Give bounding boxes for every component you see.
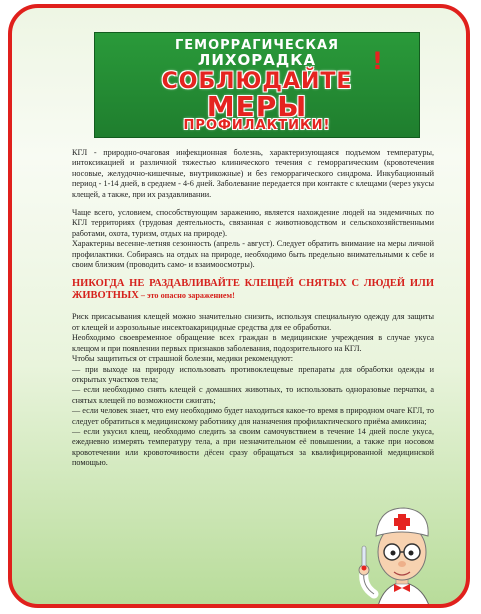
paragraph-risk: Риск присасывания клещей можно значительно снизить, используя специальную одежду для защиты от клещей и аэрозольные инсектоакарицидные средства для ее обработки. [72, 312, 434, 332]
bullet-3: — если человек знает, что ему необходимо будет находиться какое-то время в природном очаге КГЛ, то следует обратиться к медицинскому работнику для назначения профилактического приёма амиксина; [72, 406, 434, 426]
doctor-illustration [346, 494, 456, 608]
paragraph-recommend: Чтобы защититься от страшной болезни, медики рекомендуют: [72, 354, 293, 364]
header-banner [94, 32, 420, 138]
paragraph-season: Характерны весенне-летняя сезонность (апрель - август). Следует обратить внимание на меры личной профилактики. Собираясь на отдых на природе, необходимо быть предельно внимательными к себе и своим близким (проводить само- и взаимоосмотры). [72, 239, 434, 270]
warning-main: НИКОГДА НЕ РАЗДАВЛИВАЙТЕ КЛЕЩЕЙ СНЯТЫХ С ЛЮДЕЙ ИЛИ ЖИВОТНЫХ [72, 278, 434, 302]
body-text [72, 148, 434, 469]
bullet-2: — если необходимо снять клещей с домашних животных, то использовать одноразовые перчатки, а снятых клещей по возможности сжигать; [72, 385, 434, 405]
warning-text [72, 278, 434, 302]
banner-big-2: МЕРЫ [206, 90, 308, 123]
paragraph-conditions: Чаще всего, условием, способствующим заражению, является нахождение людей на эндемичных по КГЛ территориях (трудовая деятельность, связанная с животноводством и сельскохозяйственными работами, охота, туризм, отдых на природе). [72, 208, 434, 238]
banner-big-3: ПРОФИЛАКТИКИ! [183, 118, 331, 133]
bullet-4: — если укусил клещ, необходимо следить за своим самочувствием в течение 14 дней после укуса, ежедневно измерять температуру тела, а при незначительном её повышении, а также при носовом кровотечении или кровоточивости дёсен сразу обращаться за квалифицированной медицинской помощью. [72, 426, 434, 468]
banner-line-2: ЛИХОРАДКА [197, 51, 317, 69]
banner-line-1: ГЕМОРРАГИЧЕСКАЯ [174, 38, 340, 53]
banner-big-1: СОБЛЮДАЙТЕ [161, 69, 353, 94]
banner-exclamation: ! [372, 47, 383, 75]
paragraph-definition: КГЛ - природно-очаговая инфекционная болезнь, характеризующаяся подъемом температуры, интоксикацией и различной тяжестью клинического течения с геморрагическим (кровотечения носовые, желудочно-кишечные, внутрикожные) и без геморрагического синдрома. Инкубационный период - 1-14 дней, в среднем - 4-6 дней. Заболевание передается при контакте с клещами (через укусы клещей, а также, при их раздавливании. [72, 148, 434, 199]
bullet-1: — при выходе на природу использовать противоклещевые препараты для обработки одежды и открытых участков тела; [72, 364, 434, 384]
paragraph-appeal: Необходимо своевременное обращение всех граждан в медицинские учреждения в случае укуса клещом и при появлении первых признаков заболевания, подозрительного на КГЛ. [72, 333, 434, 353]
warning-tail: – это опасно заражением! [138, 291, 235, 301]
poster-frame [8, 4, 470, 608]
